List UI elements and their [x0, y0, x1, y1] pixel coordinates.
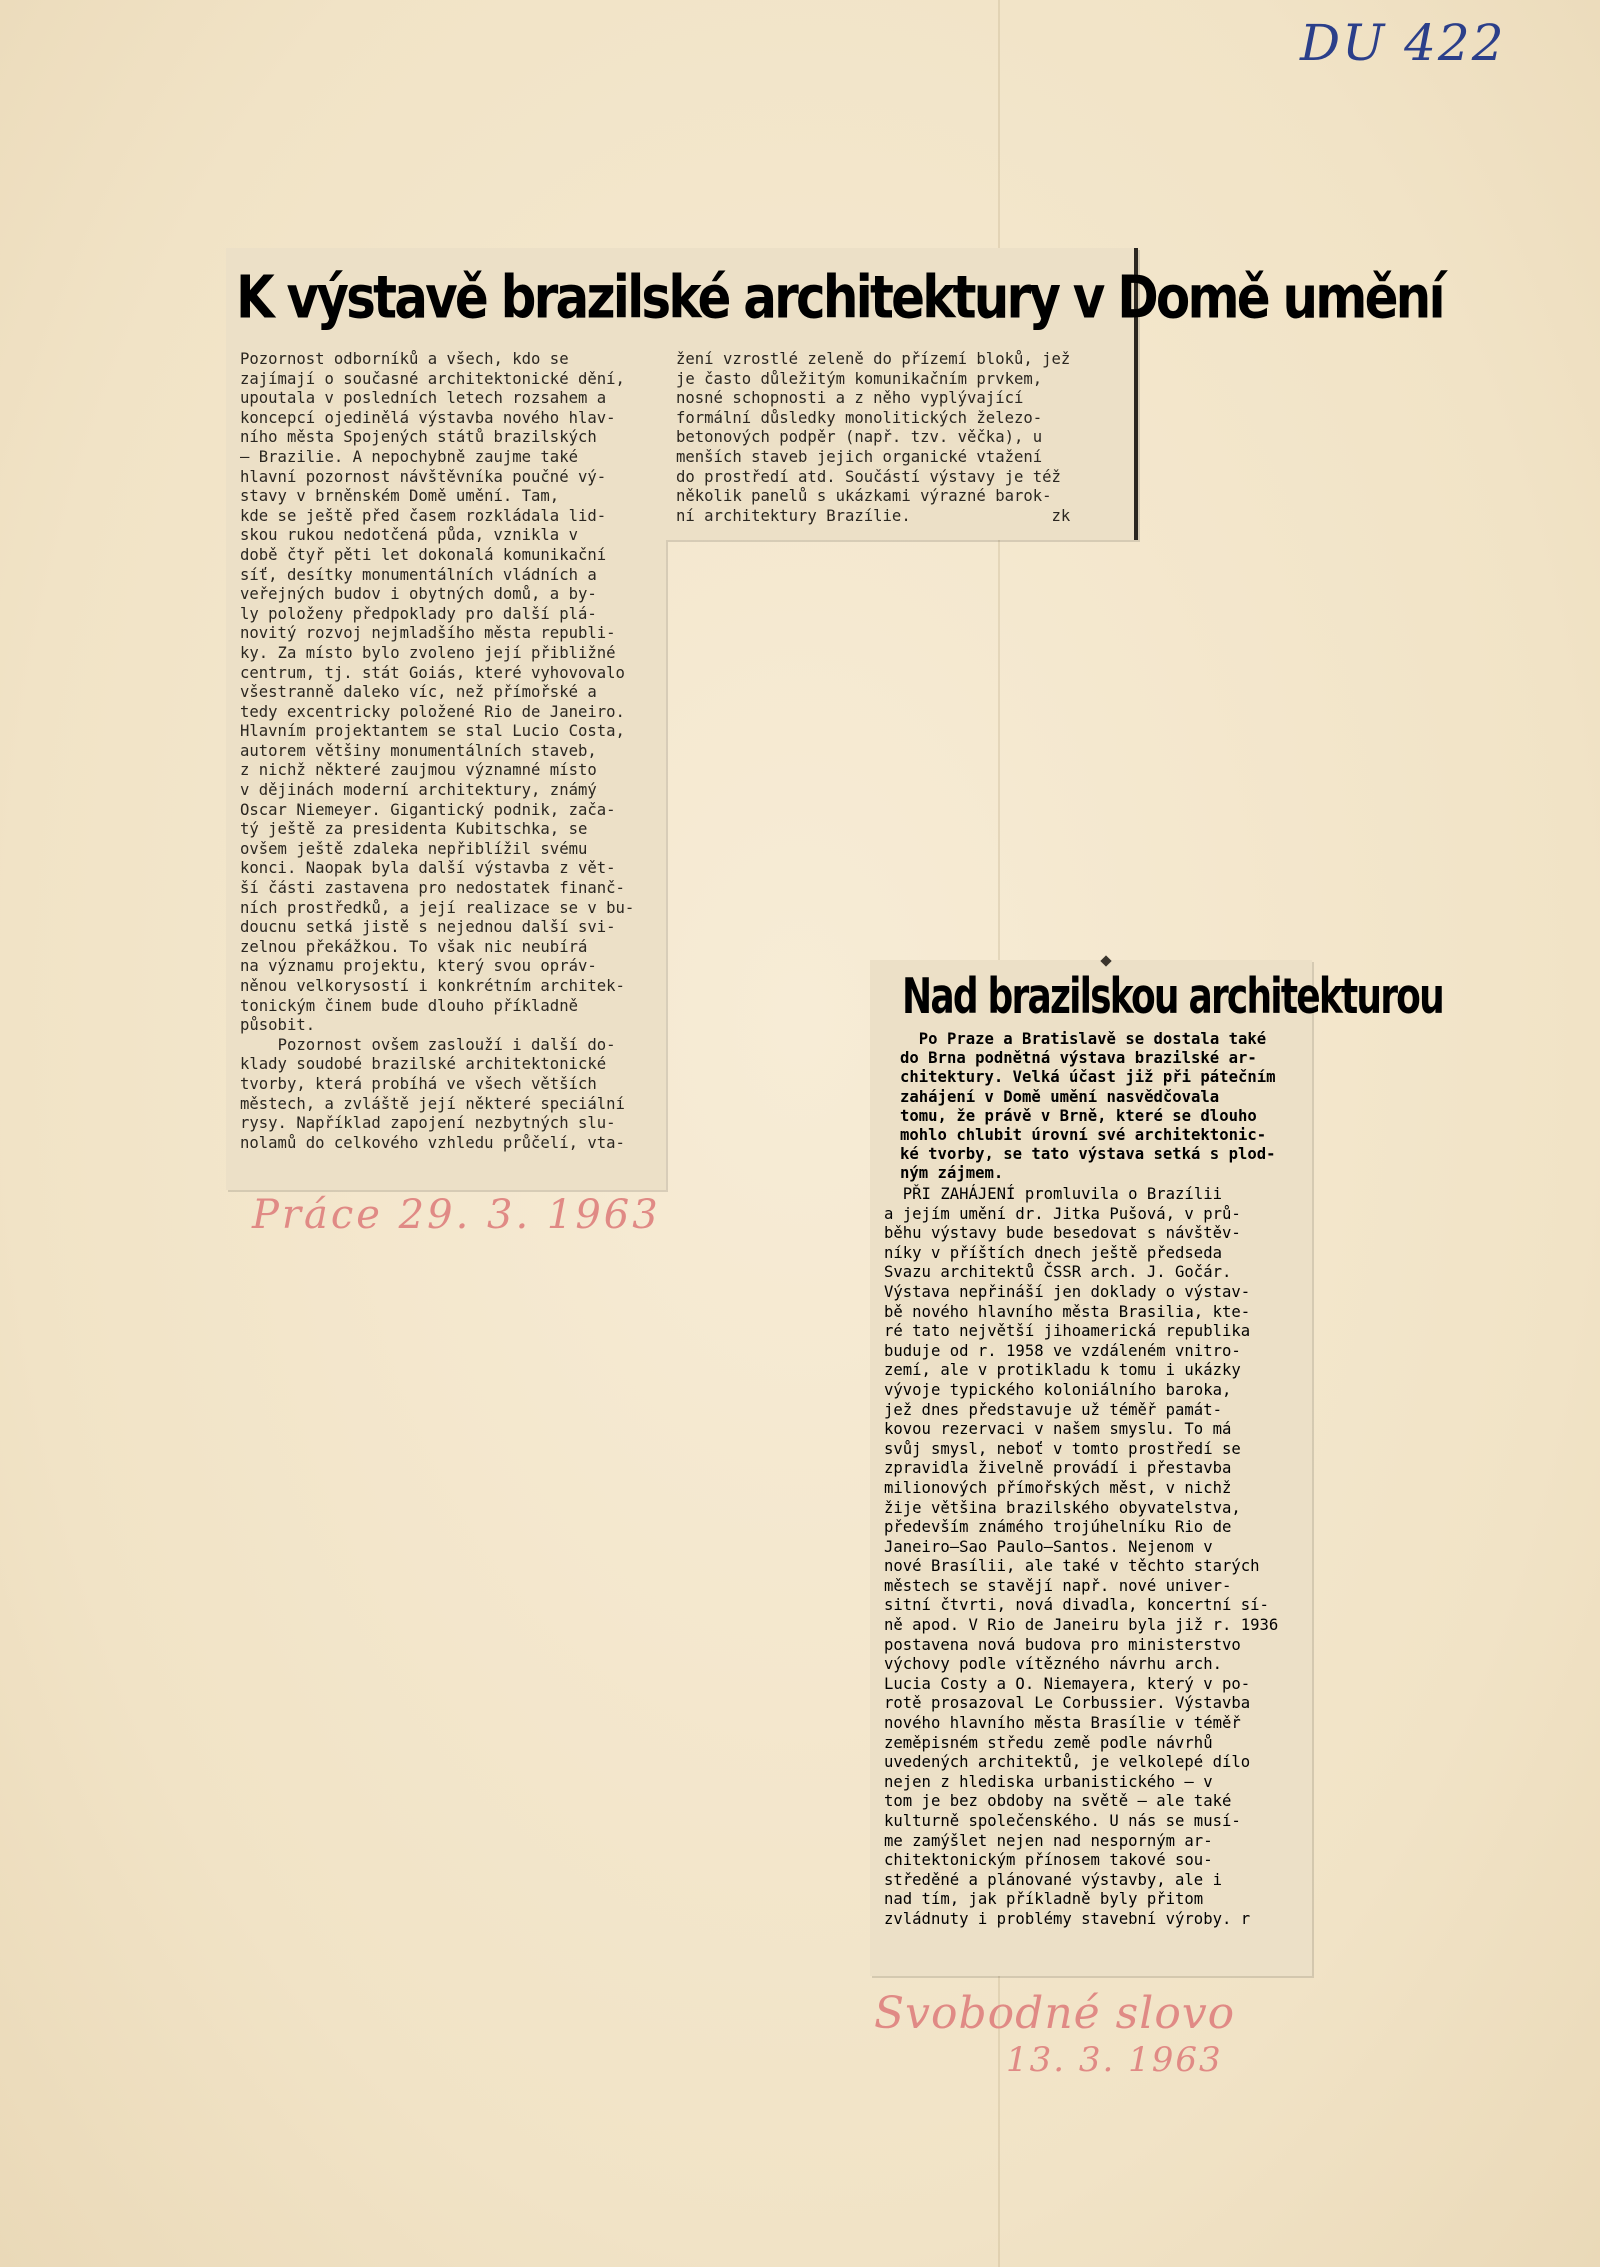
text-line: Svazu architektů ČSSR arch. J. Gočár. — [884, 1263, 1232, 1282]
text-line: hlavní pozornost návštěvníka poučné vý- — [240, 467, 607, 486]
text-line: všestranně daleko víc, než přímořské a — [240, 683, 597, 702]
text-line: chitektonickým přínosem takové sou- — [884, 1851, 1213, 1870]
text-line: rysy. Například zapojení nezbytných slu- — [240, 1114, 616, 1133]
text-line: výchovy podle vítězného návrhu arch. — [884, 1655, 1222, 1674]
text-line: a jejím umění dr. Jitka Pušová, v prů- — [884, 1204, 1241, 1223]
text-line: Oscar Niemeyer. Gigantický podnik, zača- — [240, 800, 616, 819]
text-line: ně apod. V Rio de Janeiru byla již r. 1936 — [884, 1616, 1279, 1635]
text-line: doucnu setká jistě s nejednou další svi- — [240, 918, 616, 937]
text-line: do Brna podnětná výstava brazilské ar- — [900, 1049, 1257, 1068]
text-line: ního města Spojených států brazilských — [240, 428, 597, 447]
text-line: autorem většiny monumentálních staveb, — [240, 741, 597, 760]
text-line: uvedených architektů, je velkolepé dílo — [884, 1753, 1251, 1772]
text-line: ní architektury Brazílie. zk — [676, 506, 1071, 525]
article-2-lead — [900, 1030, 1310, 1184]
text-line: vývoje typického koloniálního baroka, — [884, 1380, 1232, 1399]
text-line: nejen z hlediska urbanistického — v — [884, 1772, 1213, 1791]
handwritten-date-2: 13. 3. 1963 — [1006, 2040, 1223, 2080]
text-line: je často důležitým komunikačním prvkem, — [676, 369, 1043, 388]
text-line: Po Praze a Bratislavě se dostala také — [900, 1030, 1267, 1048]
text-line: něnou velkorysostí i konkrétním architek- — [240, 977, 625, 995]
text-line: tom je bez obdoby na světě — ale také — [884, 1792, 1232, 1811]
article-2-body — [884, 1185, 1306, 1930]
text-line: tonickým činem bude dlouho příkladně — [240, 996, 578, 1015]
text-line: především známého trojúhelníku Rio de — [884, 1518, 1232, 1537]
text-line: chitektury. Velká účast již při pátečním — [900, 1068, 1276, 1087]
text-line: několik panelů s ukázkami výrazné barok- — [676, 487, 1052, 506]
article-1-column-2 — [676, 350, 1110, 526]
text-line: působit. — [240, 1016, 316, 1035]
text-line: nad tím, jak příkladně byly přitom — [884, 1890, 1204, 1909]
text-line: me zamýšlet nejen nad nesporným ar- — [884, 1831, 1213, 1850]
text-line: zpravidla živelně provádí i přestavba — [884, 1459, 1232, 1478]
text-line: tý ještě za presidenta Kubitschka, se — [240, 820, 588, 839]
text-line: kde se ještě před časem rozkládala lid- — [240, 506, 607, 525]
text-line: zahájení v Domě umění nasvědčovala — [900, 1087, 1220, 1106]
text-line: veřejných budov i obytných domů, a by- — [240, 585, 597, 604]
text-line: do prostředí atd. Součástí výstavy je též — [676, 467, 1061, 486]
article-1-column-1 — [240, 350, 666, 1153]
text-line: centrum, tj. stát Goiás, které vyhovovalo — [240, 663, 625, 682]
text-line: jež dnes představuje už téměř památ- — [884, 1400, 1222, 1419]
text-line: ovšem ještě zdaleka nepřiblížil svému — [240, 839, 588, 858]
text-line: milionových přímořských měst, v nichž — [884, 1478, 1232, 1497]
text-line: ké tvorby, se tato výstava setká s plod- — [900, 1145, 1276, 1164]
text-line: ným zájmem. — [900, 1164, 1004, 1183]
text-line: zvládnuty i problémy stavební výroby. r — [884, 1909, 1251, 1928]
text-line: zajímají o současné architektonické dění, — [240, 369, 625, 388]
text-line: středěné a plánované výstavby, ale i — [884, 1870, 1222, 1889]
text-line: Janeiro—Sao Paulo—Santos. Nejenom v — [884, 1537, 1213, 1556]
text-line: koncepcí ojedinělá výstavba nového hlav- — [240, 408, 616, 427]
handwritten-source-2: Svobodné slovo — [874, 1988, 1236, 2039]
text-line: zemí, ale v protikladu k tomu i ukázky — [884, 1361, 1241, 1380]
text-line: z nichž některé zaujmou významné místo — [240, 761, 597, 780]
text-line: Pozornost ovšem zaslouží i další do- — [240, 1035, 616, 1054]
text-line: ly položeny předpoklady pro další plá- — [240, 604, 597, 623]
text-line: ré tato největší jihoamerická republika — [884, 1322, 1251, 1341]
text-line: postavena nová budova pro ministerstvo — [884, 1635, 1241, 1654]
handwritten-source-1: Práce 29. 3. 1963 — [252, 1192, 661, 1238]
text-line: ních prostředků, a její realizace se v bu- — [240, 898, 635, 917]
text-line: Výstava nepřináší jen doklady o výstav- — [884, 1282, 1251, 1301]
text-line: Lucia Costy a O. Niemayera, který v po- — [884, 1674, 1251, 1693]
text-line: sitní čtvrti, nová divadla, koncertní sí- — [884, 1596, 1269, 1615]
text-line: svůj smysl, neboť v tomto prostředí se — [884, 1439, 1241, 1458]
text-line: Hlavním projektantem se stal Lucio Costa, — [240, 722, 625, 741]
text-line: městech se stavějí např. nové univer- — [884, 1576, 1232, 1595]
text-line: žije většina brazilského obyvatelstva, — [884, 1498, 1241, 1517]
text-line: níky v příštích dnech ještě předseda — [884, 1243, 1222, 1262]
text-line: v dějinách moderní architektury, známý — [240, 781, 597, 800]
text-line: mohlo chlubit úrovní své architektonic- — [900, 1126, 1267, 1145]
text-line: nové Brasílii, ale také v těchto starých — [884, 1557, 1260, 1576]
text-line: betonových podpěr (např. tzv. věčka), u — [676, 428, 1043, 447]
text-line: formální důsledky monolitických železo- — [676, 408, 1043, 427]
text-line: městech, a zvláště její některé speciální — [240, 1094, 625, 1113]
text-line: klady soudobé brazilské architektonické — [240, 1055, 607, 1074]
text-line: ky. Za místo bylo zvoleno její přibližné — [240, 643, 616, 662]
text-line: upoutala v posledních letech rozsahem a — [240, 389, 607, 408]
text-line: běhu výstavy bude besedovat s návštěv- — [884, 1224, 1241, 1243]
text-line: skou rukou nedotčená půda, vznikla v — [240, 526, 578, 545]
text-line: ší části zastavena pro nedostatek finanč- — [240, 879, 625, 898]
article-2-headline: Nad brazilskou architekturou — [902, 970, 1443, 1026]
text-line: stavy v brněnském Domě umění. Tam, — [240, 487, 560, 506]
text-line: novitý rozvoj nejmladšího města republi- — [240, 624, 616, 643]
catalog-number: DU 422 — [1300, 14, 1506, 72]
text-line: buduje od r. 1958 ve vzdáleném vnitro- — [884, 1341, 1241, 1360]
text-line: bě nového hlavního města Brasilia, kte- — [884, 1302, 1251, 1321]
article-1-headline: K výstavě brazilské architektury v Domě umění — [236, 263, 1443, 332]
text-line: žení vzrostlé zeleně do přízemí bloků, jež — [676, 350, 1071, 368]
text-line: době čtyř pěti let dokonalá komunikační — [240, 545, 607, 564]
text-line: nového hlavního města Brasílie v téměř — [884, 1714, 1241, 1733]
text-line: nolamů do celkového vzhledu průčelí, vta- — [240, 1133, 625, 1152]
text-line: síť, desítky monumentálních vládních a — [240, 565, 597, 584]
text-line: kovou rezervaci v našem smyslu. To má — [884, 1420, 1232, 1439]
text-line: nosné schopnosti a z něho vyplývající — [676, 389, 1024, 408]
text-line: — Brazilie. A nepochybně zaujme také — [240, 447, 578, 466]
text-line: zeměpisném středu země podle návrhů — [884, 1733, 1213, 1752]
text-line: kulturně společenského. U nás se musí- — [884, 1812, 1241, 1830]
text-line: zelnou překážkou. To však nic neubírá — [240, 937, 588, 956]
text-line: konci. Naopak byla další výstavba z vět- — [240, 859, 616, 878]
text-line: rotě prosazoval Le Corbussier. Výstavba — [884, 1694, 1251, 1713]
text-line: na významu projektu, který svou opráv- — [240, 957, 597, 976]
text-line: tomu, že právě v Brně, které se dlouho — [900, 1106, 1257, 1125]
text-line: menších staveb jejich organické vtažení — [676, 447, 1043, 466]
text-line: Pozornost odborníků a všech, kdo se — [240, 350, 569, 368]
text-line: PŘI ZAHÁJENÍ promluvila o Brazílii — [884, 1185, 1222, 1203]
text-line: tvorby, která probíhá ve všech větších — [240, 1074, 597, 1093]
text-line: tedy excentricky položené Rio de Janeiro. — [240, 702, 625, 721]
